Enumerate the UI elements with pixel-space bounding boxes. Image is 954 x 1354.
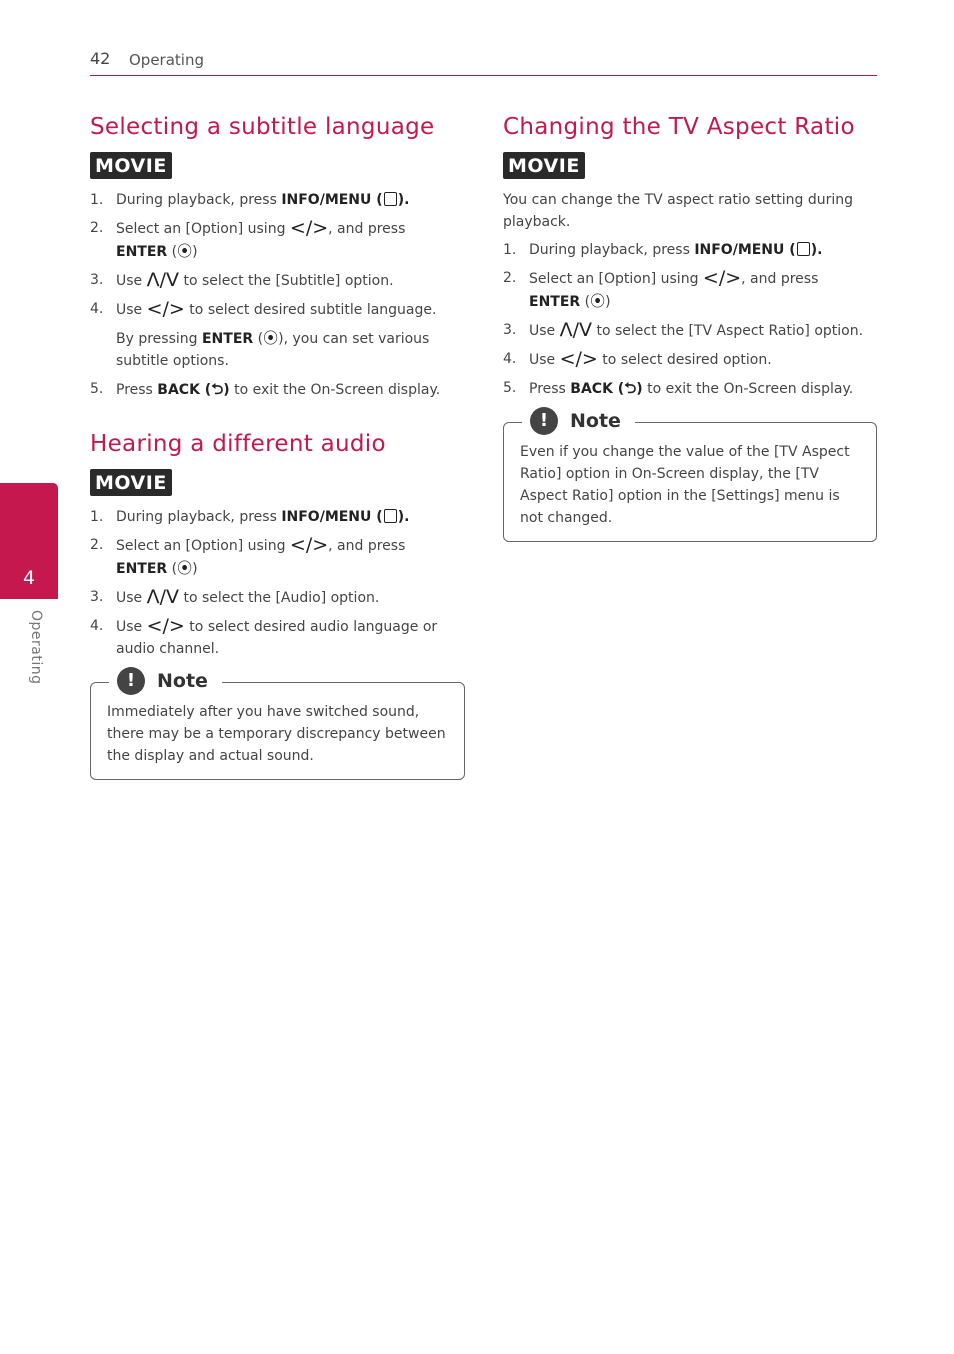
enter-icon: ⦿ bbox=[263, 329, 279, 347]
movie-badge: MOVIE bbox=[90, 152, 172, 179]
back-icon: ⮌ bbox=[624, 379, 637, 397]
right-column bbox=[503, 110, 877, 542]
list-item: 3. Use Λ/V to select the [Audio] option. bbox=[90, 586, 380, 608]
note-header bbox=[522, 406, 635, 436]
movie-badge: MOVIE bbox=[90, 469, 172, 496]
list-item: 3. Use Λ/V to select the [TV Aspect Ratio] option. bbox=[503, 319, 864, 341]
aspect-intro: You can change the TV aspect ratio setting during playback. bbox=[503, 192, 854, 230]
back-icon: ⮌ bbox=[211, 380, 224, 398]
up-down-arrows-icon: Λ/V bbox=[146, 269, 180, 291]
aspect-steps bbox=[503, 239, 877, 400]
left-right-arrows-icon: </> bbox=[559, 348, 598, 370]
aspect-section-title: Changing the TV Aspect Ratio bbox=[503, 114, 855, 140]
subtitle-steps bbox=[90, 189, 465, 401]
header-section-title: Operating bbox=[129, 51, 204, 69]
list-item: 3. Use Λ/V to select the [Subtitle] option. bbox=[90, 269, 394, 291]
note-header bbox=[109, 666, 222, 696]
info-menu-icon bbox=[384, 192, 397, 206]
note-title: Note bbox=[570, 410, 621, 432]
left-right-arrows-icon: </> bbox=[146, 615, 185, 637]
page-number: 42 bbox=[90, 49, 111, 68]
enter-icon: ⦿ bbox=[177, 559, 193, 577]
exclamation-icon: ! bbox=[117, 667, 145, 695]
list-item: 2. Select an [Option] using </>, and press ENTER (⦿) bbox=[90, 217, 406, 260]
info-menu-icon bbox=[384, 509, 397, 523]
chapter-label: Operating bbox=[28, 610, 44, 685]
aspect-note bbox=[503, 410, 877, 542]
list-item: 1. During playback, press INFO/MENU ( ). bbox=[90, 192, 410, 208]
audio-steps bbox=[90, 506, 465, 660]
audio-note bbox=[90, 670, 465, 780]
list-item: 4. Use </> to select desired audio language or audio channel. bbox=[90, 615, 438, 657]
list-item: 5. Press BACK (⮌) to exit the On-Screen display. bbox=[90, 380, 441, 398]
page-header bbox=[90, 48, 877, 76]
chapter-number: 4 bbox=[22, 567, 36, 589]
list-item: 2. Select an [Option] using </>, and press ENTER (⦿) bbox=[503, 267, 819, 310]
subtitle-section-title: Selecting a subtitle language bbox=[90, 114, 435, 140]
left-right-arrows-icon: </> bbox=[289, 217, 329, 239]
list-item: 2. Select an [Option] using </>, and press ENTER (⦿) bbox=[90, 534, 406, 577]
aspect-section bbox=[503, 110, 877, 542]
chapter-tab bbox=[0, 483, 58, 599]
left-right-arrows-icon: </> bbox=[146, 298, 185, 320]
up-down-arrows-icon: Λ/V bbox=[559, 319, 593, 341]
list-item: 4. Use </> to select desired subtitle language. By pressing ENTER (⦿), you can set various subtitle options. bbox=[90, 298, 465, 372]
info-menu-icon bbox=[797, 242, 810, 256]
subtitle-step-note: By pressing ENTER (⦿), you can set various subtitle options. bbox=[116, 329, 430, 369]
up-down-arrows-icon: Λ/V bbox=[146, 586, 180, 608]
list-item: 1. During playback, press INFO/MENU ( ). bbox=[503, 242, 823, 258]
list-item: 5. Press BACK (⮌) to exit the On-Screen display. bbox=[503, 379, 854, 397]
note-title: Note bbox=[157, 670, 208, 692]
list-item: 4. Use </> to select desired option. bbox=[503, 348, 772, 370]
left-right-arrows-icon: </> bbox=[289, 534, 329, 556]
list-item: 1. During playback, press INFO/MENU ( ). bbox=[90, 509, 410, 525]
movie-badge: MOVIE bbox=[503, 152, 585, 179]
audio-section-title: Hearing a different audio bbox=[90, 431, 386, 457]
note-text: Even if you change the value of the [TV Aspect Ratio] option in On-Screen display, the [TV Aspect Ratio] option in the [Settings] menu is not changed. bbox=[520, 444, 850, 526]
subtitle-section bbox=[90, 110, 465, 401]
left-column bbox=[90, 110, 465, 780]
audio-section bbox=[90, 427, 465, 780]
exclamation-icon: ! bbox=[530, 407, 558, 435]
note-text: Immediately after you have switched sound, there may be a temporary discrepancy between the display and actual sound. bbox=[107, 704, 446, 764]
enter-icon: ⦿ bbox=[177, 242, 193, 260]
enter-icon: ⦿ bbox=[590, 292, 606, 310]
left-right-arrows-icon: </> bbox=[702, 267, 742, 289]
